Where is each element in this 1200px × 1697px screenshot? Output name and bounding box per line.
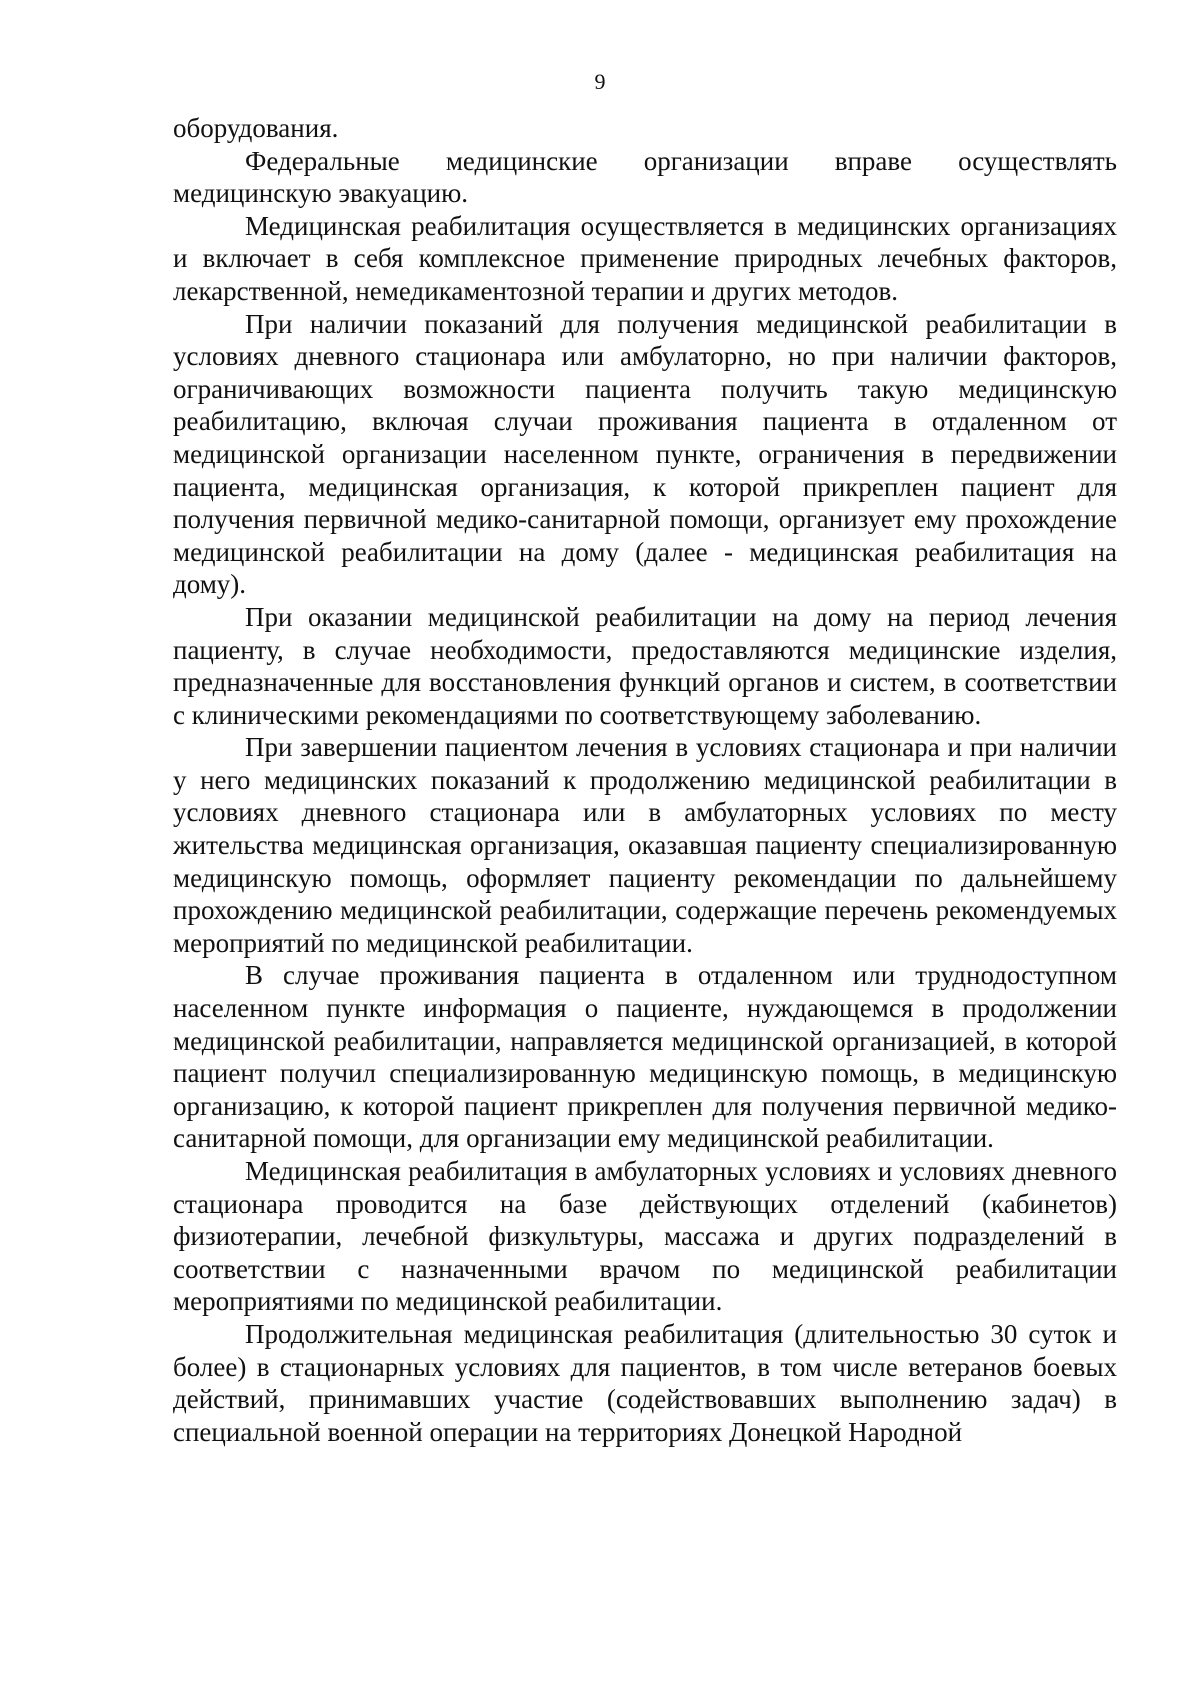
paragraph: Медицинская реабилитация в амбулаторных условиях и условиях дневного стационара проводится на базе действующих отделений (кабинетов) физиотерапии, лечебной физкультуры, массажа и других подразделений в соответствии с назначенными врачом по медицинской реабилитации мероприятиями по медицинской реабилитации. <box>173 1156 1117 1317</box>
paragraph: При завершении пациентом лечения в условиях стационара и при наличии у него медицинских показаний к продолжению медицинской реабилитации в условиях дневного стационара или в амбулаторных условиях по месту жительства медицинская организация, оказавшая пациенту специализированную медицинскую помощь, оформляет пациенту рекомендации по дальнейшему прохождению медицинской реабилитации, содержащие перечень рекомендуемых мероприятий по медицинской реабилитации. <box>173 732 1117 958</box>
paragraph: Медицинская реабилитация осуществляется в медицинских организациях и включает в себя комплексное применение природных лечебных факторов, лекарственной, немедикаментозной терапии и других методов. <box>173 210 1117 306</box>
paragraph: При наличии показаний для получения медицинской реабилитации в условиях дневного стационара или амбулаторно, но при наличии факторов, ограничивающих возможности пациента получить такую медицинскую реабилитацию, включая случаи проживания пациента в отдаленном от медицинской организации населенном пункте, ограничения в передвижении пациента, медицинская организация, к которой прикреплен пациент для получения первичной медико-санитарной помощи, организует ему прохождение медицинской реабилитации на дому (далее - медицинская реабилитация на дому). <box>173 308 1117 600</box>
paragraph: В случае проживания пациента в отдаленном или труднодоступном населенном пункте информация о пациенте, нуждающемся в продолжении медицинской реабилитации, направляется медицинской организацией, в которой пациент получил специализированную медицинскую помощь, в медицинскую организацию, к которой пациент прикреплен для получения первичной медико-санитарной помощи, для организации ему медицинской реабилитации. <box>173 960 1117 1154</box>
page-number: 9 <box>594 69 606 94</box>
paragraph: При оказании медицинской реабилитации на дому на период лечения пациенту, в случае необходимости, предоставляются медицинские изделия, предназначенные для восстановления функций органов и систем, в соответствии с клиническими рекомендациями по соответствующему заболеванию. <box>173 601 1117 730</box>
paragraph: оборудования. <box>173 113 339 143</box>
document-body <box>173 112 1117 1448</box>
paragraph: Федеральные медицинские организации вправе осуществлять медицинскую эвакуацию. <box>173 145 1117 209</box>
paragraph: Продолжительная медицинская реабилитация (длительностью 30 суток и более) в стационарных условиях для пациентов, в том числе ветеранов боевых действий, принимавших участие (содействовавших выполнению задач) в специальной военной операции на территориях Донецкой Народной <box>173 1318 1117 1447</box>
